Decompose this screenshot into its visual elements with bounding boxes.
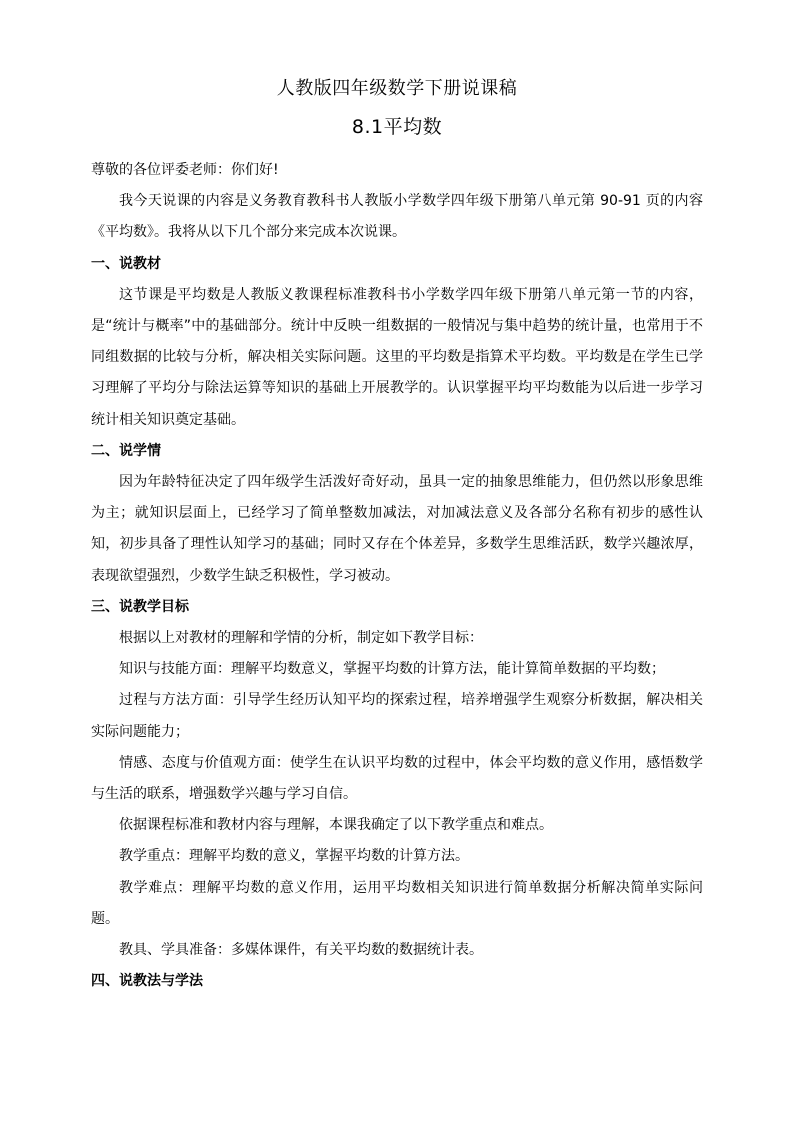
teaching-difficulty-paragraph: 教学难点：理解平均数的意义作用，运用平均数相关知识进行简单数据分析解决简单实际问题。 — [91, 879, 703, 927]
objective-emotion-paragraph: 情感、态度与价值观方面：使学生在认识平均数的过程中，体会平均数的意义作用，感悟数学与生活的联系，增强数学兴趣与学习自信。 — [91, 754, 703, 803]
focus-intro-paragraph: 依据课程标准和教材内容与理解，本课我确定了以下教学重点和难点。 — [119, 817, 553, 834]
document-body — [91, 155, 703, 997]
teaching-focus-paragraph: 教学重点：理解平均数的意义，掌握平均数的计算方法。 — [119, 848, 469, 865]
objectives-intro-paragraph: 根据以上对教材的理解和学情的分析，制定如下教学目标： — [119, 630, 483, 647]
document-title: 人教版四年级数学下册说课稿 — [276, 78, 518, 99]
section-heading-methods: 四、说教法与学法 — [91, 973, 203, 990]
textbook-paragraph: 这节课是平均数是人教版义教课程标准教科书小学数学四年级下册第八单元第一节的内容，是“统计与概率”中的基础部分。统计中反映一组数据的一般情况与集中趋势的统计量，也常用于不同组数据的比较与分析，解决相关实际问题。这里的平均数是指算术平均数。平均数是在学生已学习理解了平均分与除法运算等知识的基础上开展教学的。认识掌握平均平均数能为以后进一步学习统计相关知识奠定基础。 — [91, 286, 703, 428]
teaching-aids-paragraph: 教具、学具准备：多媒体课件，有关平均数的数据统计表。 — [119, 942, 483, 959]
section-heading-objectives: 三、说教学目标 — [91, 598, 189, 615]
section-heading-textbook: 一、说教材 — [91, 255, 161, 272]
objective-knowledge-paragraph: 知识与技能方面：理解平均数意义，掌握平均数的计算方法，能计算简单数据的平均数； — [119, 661, 665, 678]
intro-paragraph: 我今天说课的内容是义务教育教科书人教版小学数学四年级下册第八单元第 90-91 页的内容《平均数》。我将从以下几个部分来完成本次说课。 — [91, 193, 703, 241]
objective-process-paragraph: 过程与方法方面：引导学生经历认知平均的探索过程，培养增强学生观察分析数据，解决相关实际问题能力； — [91, 692, 703, 740]
document-subtitle: 8.1平均数 — [351, 116, 443, 138]
section-heading-learners: 二、说学情 — [91, 442, 161, 459]
learners-paragraph: 因为年龄特征决定了四年级学生活泼好奇好动，虽具一定的抽象思维能力，但仍然以形象思维为主；就知识层面上，已经学习了简单整数加减法，对加减法意义及各部分名称有初步的感性认知，初步具备了理性认知学习的基础；同时又存在个体差异，多数学生思维活跃，数学兴趣浓厚，表现欲望强烈，少数学生缺乏积极性，学习被动。 — [91, 474, 703, 584]
greeting-paragraph: 尊敬的各位评委老师：你们好! — [91, 162, 279, 178]
